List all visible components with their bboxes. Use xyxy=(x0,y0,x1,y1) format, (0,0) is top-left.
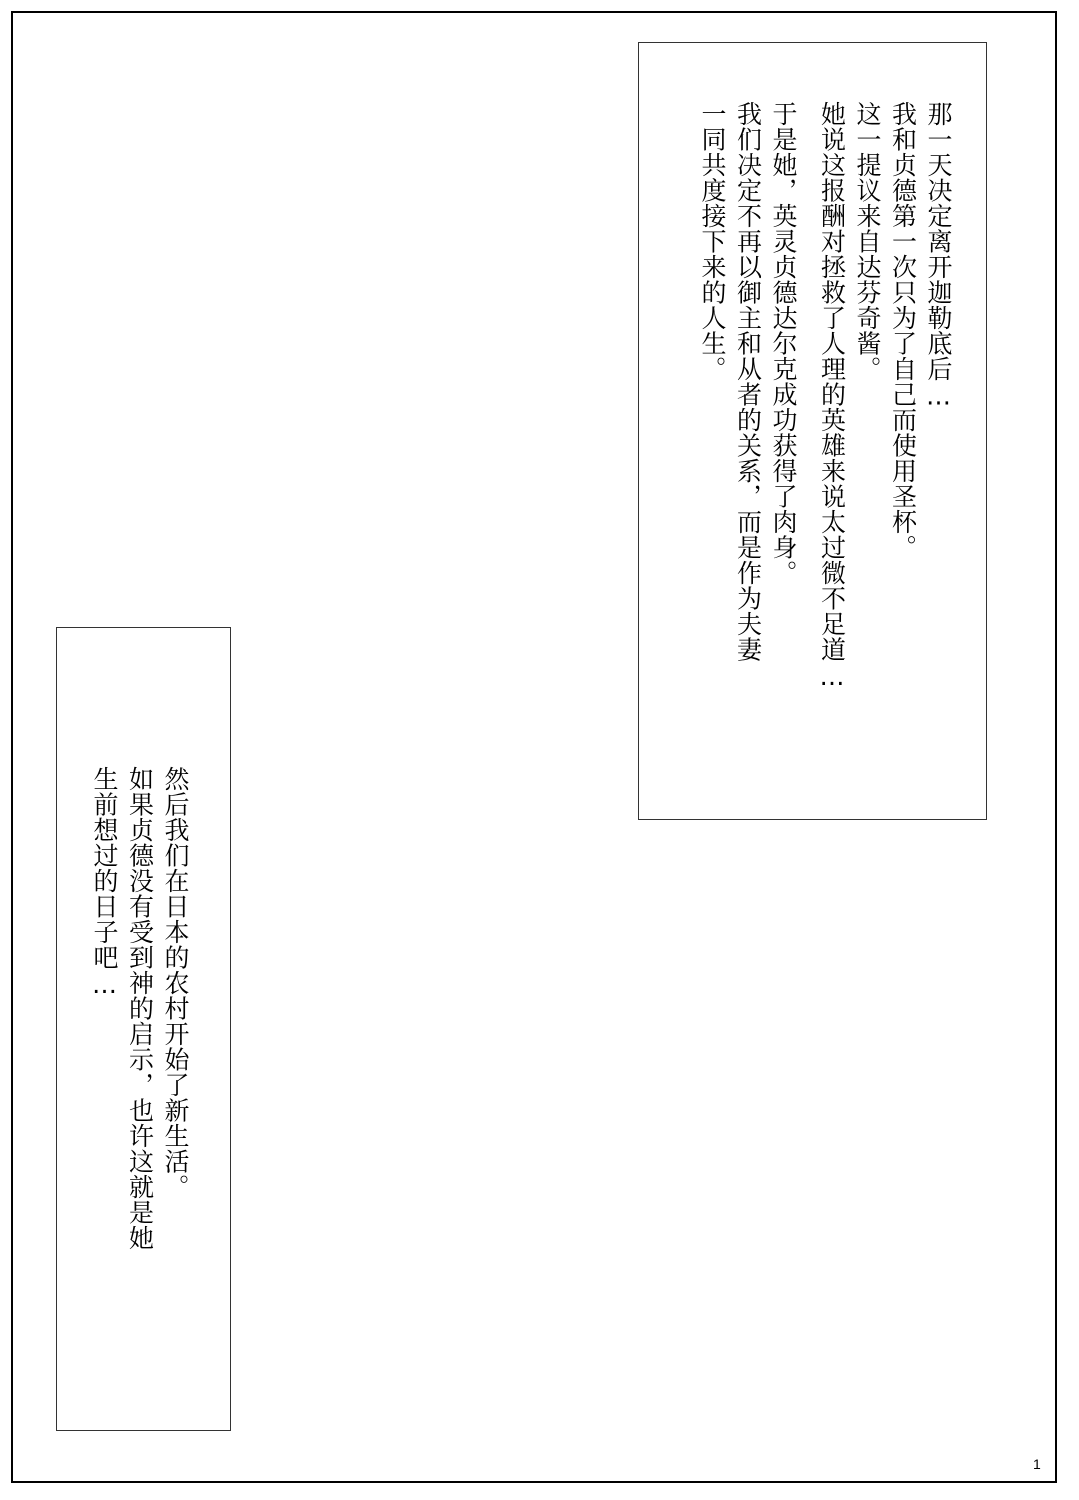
narration-line: 她说这报酬对拯救了人理的英雄来说太过微不足道… xyxy=(817,101,847,692)
narration-line: 我们决定不再以御主和从者的关系，而是作为夫妻 xyxy=(733,101,763,662)
paragraph-gap xyxy=(801,101,814,692)
narration-line: 然后我们在日本的农村开始了新生活。 xyxy=(161,766,190,1200)
narration-line: 那一天决定离开迦勒底后… xyxy=(924,101,953,411)
narration-box-bottom xyxy=(56,627,231,1431)
narration-box-top xyxy=(638,42,987,820)
narration-text-bottom xyxy=(87,766,194,1251)
page-number: 1 xyxy=(1033,1456,1041,1472)
narration-line: 如果贞德没有受到神的启示，也许这就是她 xyxy=(125,766,155,1251)
narration-line: 我和贞德第一次只为了自己而使用圣杯。 xyxy=(888,101,918,560)
narration-line: 这一提议来自达芬奇酱。 xyxy=(853,101,882,382)
narration-line: 一同共度接下来的人生。 xyxy=(698,101,727,382)
narration-line: 生前想过的日子吧… xyxy=(90,766,119,1000)
narration-text-top xyxy=(695,101,957,692)
narration-line: 于是她，英灵贞德达尔克成功获得了肉身。 xyxy=(769,101,798,586)
